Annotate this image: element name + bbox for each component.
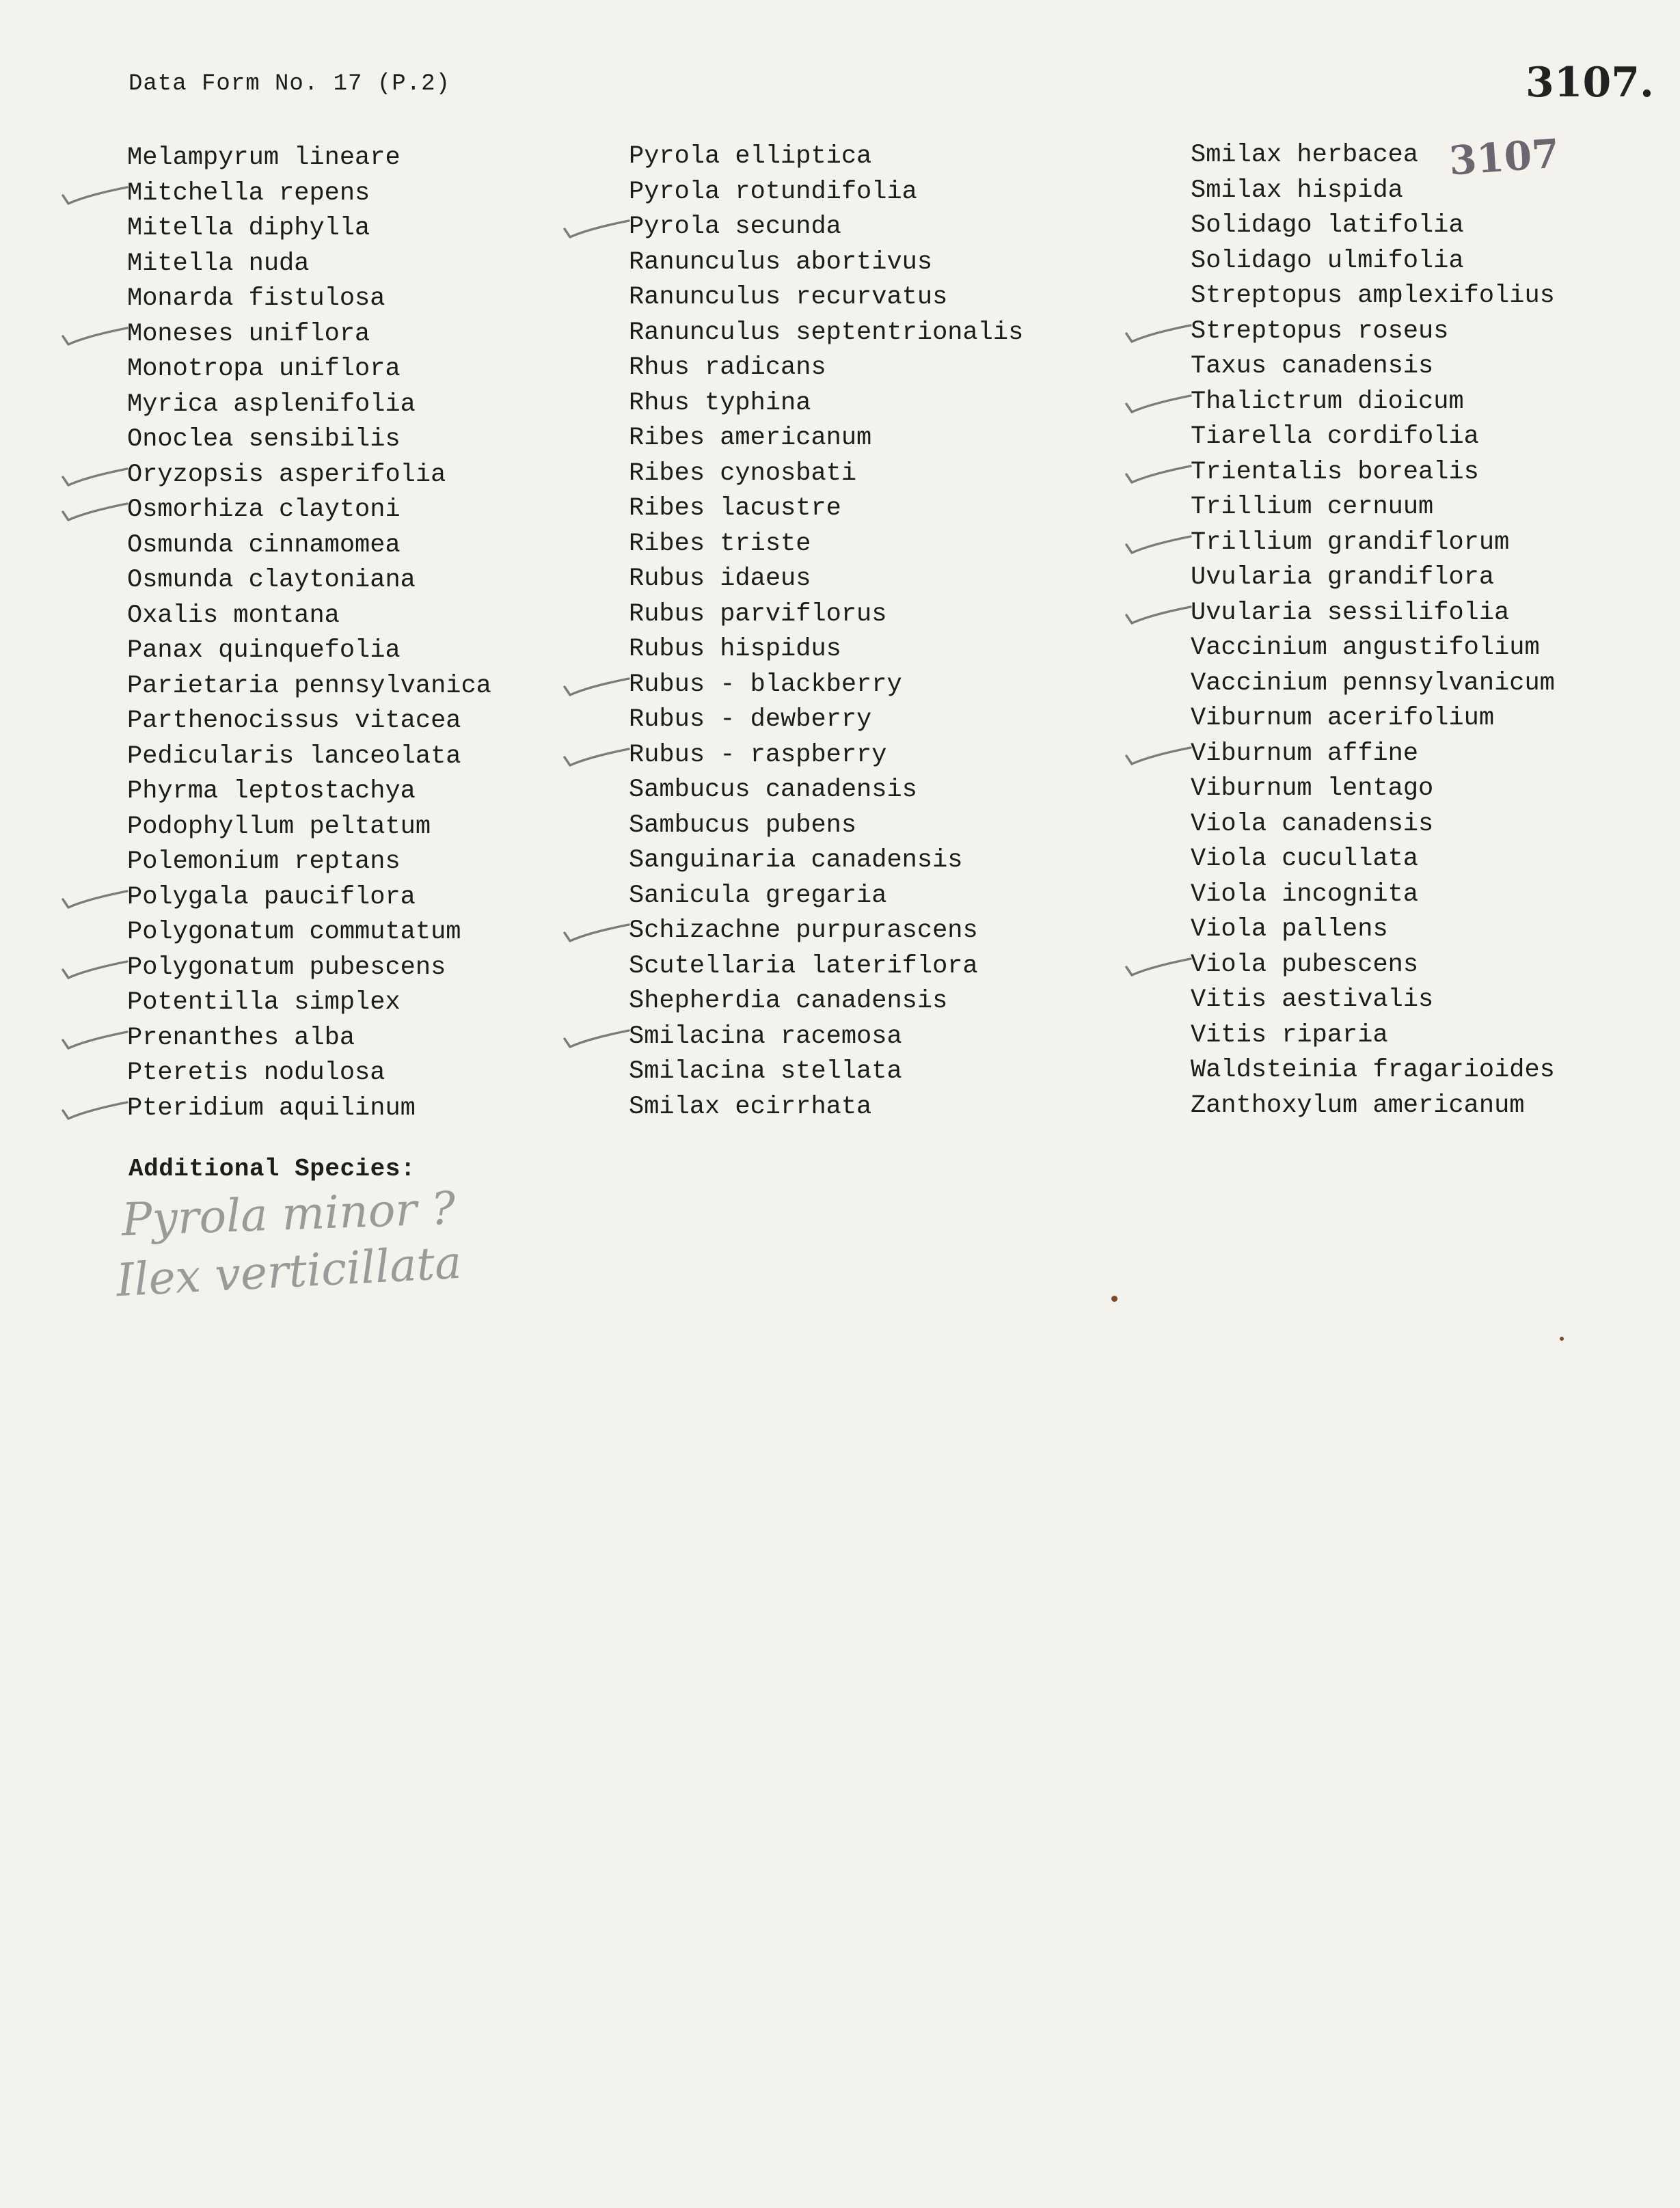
species-item [127,387,491,423]
species-item [629,1054,1023,1090]
species-item [127,1056,491,1091]
species-name: Rubus hispidus [629,635,841,664]
pencil-check-mark-icon [59,1093,130,1126]
species-item [629,245,1023,281]
species-name: Waldsteinia fragarioides [1191,1056,1555,1085]
species-name: Viola incognita [1191,880,1419,909]
species-item [1191,772,1555,807]
species-name: Potentilla simplex [127,988,401,1017]
species-name: Sanicula gregaria [629,881,887,910]
species-name: Oryzopsis asperifolia [127,460,446,489]
species-item [127,985,491,1021]
species-item [629,175,1023,210]
species-name: Pyrola secunda [629,213,841,241]
species-item [127,951,491,986]
species-item [629,386,1023,422]
pencil-check-mark-icon [560,739,632,772]
species-item [1191,244,1555,280]
pencil-check-mark-icon [560,1021,632,1054]
pencil-check-mark-icon [59,459,130,492]
species-item [629,773,1023,808]
species-name: Parietaria pennsylvanica [127,671,491,700]
species-name: Tiarella cordifolia [1191,422,1479,451]
species-name: Streptopus roseus [1191,316,1449,346]
species-column-1 [127,141,491,1126]
species-item [127,739,491,775]
species-name: Mitella nuda [127,249,310,278]
species-item [629,491,1023,527]
species-name: Melampyrum lineare [127,144,401,172]
species-name: Oxalis montana [127,601,340,630]
species-item [629,456,1023,492]
species-name: Rubus idaeus [629,564,811,593]
pencil-check-mark-icon [59,178,130,210]
species-item [1191,877,1555,913]
pencil-check-mark-icon [1122,738,1193,771]
species-name: Viola pallens [1191,915,1388,944]
species-name: Ribes americanum [629,424,872,452]
species-name: Polygonatum commutatum [127,918,461,946]
species-name: Polygala pauciflora [127,882,416,912]
species-name: Thalictrum dioicum [1191,387,1464,416]
species-name: Trillium grandiflorum [1191,528,1510,557]
species-item [127,282,491,317]
species-name: Rubus - blackberry [629,670,902,699]
pencil-check-mark-icon [59,494,130,527]
species-item [127,915,491,951]
species-item [629,949,1023,985]
species-item [127,633,491,669]
species-name: Rhus radicans [629,353,826,382]
species-item [1191,737,1555,772]
species-item [1191,560,1555,596]
species-name: Moneses uniflora [127,319,370,349]
species-name: Vitis aestivalis [1191,985,1434,1014]
species-name: Ribes lacustre [629,494,841,523]
species-name: Uvularia grandiflora [1191,563,1495,592]
species-item [629,808,1023,844]
species-item [127,352,491,387]
species-name: Taxus canadensis [1191,352,1434,381]
species-item [1191,842,1555,877]
species-item [1191,526,1555,561]
species-item [127,176,491,212]
species-name: Smilax ecirrhata [629,1092,872,1121]
species-name: Vaccinium pennsylvanicum [1191,668,1555,698]
species-name: Rhus typhina [629,388,811,418]
species-name: Panax quinquefolia [127,636,401,665]
species-item [1191,420,1555,455]
species-item [1191,385,1555,420]
form-header: Data Form No. 17 (P.2) [128,71,450,97]
species-name: Polygonatum pubescens [127,953,446,982]
species-name: Pyrola elliptica [629,142,872,171]
species-item [629,668,1023,703]
species-name: Smilax hispida [1191,176,1403,205]
species-item [127,1021,491,1057]
species-name: Parthenocissus vitacea [127,707,461,735]
species-item [629,562,1023,597]
species-item [127,599,491,634]
species-item [127,211,491,247]
species-item [629,984,1023,1020]
species-name: Pedicularis lanceolata [127,741,461,771]
species-item [1191,490,1555,526]
species-name: Monotropa uniflora [127,355,401,383]
species-name: Osmunda cinnamomea [127,530,401,560]
pencil-check-mark-icon [1122,597,1193,630]
species-item [127,247,491,282]
species-name: Viburnum lentago [1191,774,1434,803]
handwritten-species-2: Ilex verticillata [115,1236,463,1307]
species-name: Shepherdia canadensis [629,987,948,1016]
species-item [629,316,1023,351]
paper-speck [1111,1296,1117,1302]
species-item [629,843,1023,879]
species-name: Mitella diphylla [127,214,370,243]
species-item [629,632,1023,668]
species-item [127,493,491,528]
species-item [1191,138,1555,174]
species-item [1191,701,1555,737]
species-item [127,1091,491,1127]
species-item [1191,983,1555,1018]
species-item [1191,666,1555,702]
species-name: Rubus - raspberry [629,740,887,769]
pencil-check-mark-icon [59,318,130,351]
pencil-check-mark-icon [59,1022,130,1055]
species-item [127,141,491,176]
species-name: Ranunculus septentrionalis [629,318,1024,347]
species-item [1191,349,1555,385]
species-item [629,597,1023,633]
species-name: Osmunda claytoniana [127,566,416,595]
species-item [127,880,491,916]
pencil-check-mark-icon [560,915,632,948]
species-item [1191,1018,1555,1054]
species-item [1191,596,1555,631]
species-item [127,563,491,599]
species-name: Smilacina racemosa [629,1022,902,1051]
paper-speck [1560,1337,1564,1341]
pencil-check-mark-icon [1122,386,1193,419]
species-name: Monarda fistulosa [127,284,385,313]
species-item [629,914,1023,949]
species-name: Phyrma leptostachya [127,777,416,806]
species-item [629,1090,1023,1126]
species-item [1191,1089,1555,1124]
species-name: Vaccinium angustifolium [1191,633,1540,662]
species-item [127,845,491,880]
species-name: Solidago latifolia [1191,211,1464,240]
species-item [127,704,491,739]
pencil-check-mark-icon [560,669,632,702]
species-item [629,280,1023,316]
species-column-3 [1191,138,1555,1123]
species-item [1191,208,1555,244]
species-item [1191,455,1555,491]
species-name: Onoclea sensibilis [127,425,401,454]
species-name: Pteretis nodulosa [127,1059,385,1087]
pencil-check-mark-icon [59,882,130,914]
species-item [127,774,491,810]
species-item [127,810,491,845]
species-item [629,879,1023,914]
species-name: Streptopus amplexifolius [1191,282,1555,310]
species-column-2 [629,139,1023,1125]
species-item [629,421,1023,456]
species-name: Smilax herbacea [1191,141,1419,169]
species-name: Rubus - dewberry [629,705,872,734]
species-name: Viola cucullata [1191,845,1419,873]
species-item [127,528,491,564]
species-name: Rubus parviflorus [629,599,887,629]
species-name: Myrica asplenifolia [127,390,416,419]
pencil-check-mark-icon [560,211,632,244]
species-name: Sambucus canadensis [629,776,917,804]
species-name: Trillium cernuum [1191,493,1434,521]
species-name: Pyrola rotundifolia [629,177,917,206]
species-name: Prenanthes alba [127,1023,355,1052]
species-item [629,738,1023,774]
species-name: Viburnum acerifolium [1191,704,1495,733]
species-name: Uvularia sessilifolia [1191,598,1510,627]
species-name: Pteridium aquilinum [127,1093,416,1123]
species-item [629,527,1023,562]
species-name: Ranunculus abortivus [629,247,933,277]
species-name: Ribes triste [629,529,811,558]
species-item [1191,314,1555,350]
pencil-check-mark-icon [59,952,130,985]
species-name: Viburnum affine [1191,739,1419,768]
species-item [1191,1053,1555,1089]
species-name: Polemonium reptans [127,847,401,876]
species-item [1191,912,1555,948]
species-name: Mitchella repens [127,178,370,208]
species-name: Osmorhiza claytoni [127,495,401,524]
pencil-check-mark-icon [1122,527,1193,560]
species-name: Podophyllum peltatum [127,812,431,841]
species-name: Vitis riparia [1191,1020,1388,1050]
species-name: Sambucus pubens [629,810,857,840]
species-name: Schizachne purpurascens [629,916,978,945]
species-name: Ribes cynosbati [629,459,857,488]
stamp-number: 3107 [1447,130,1561,185]
pencil-check-mark-icon [1122,949,1193,982]
species-item [127,458,491,493]
species-item [629,139,1023,175]
species-item [127,317,491,353]
species-item [1191,174,1555,209]
pencil-check-mark-icon [1122,456,1193,489]
species-name: Trientalis borealis [1191,457,1479,487]
species-item [127,669,491,705]
species-item [1191,807,1555,843]
species-name: Sanguinaria canadensis [629,846,963,875]
species-item [629,351,1023,386]
species-name: Solidago ulmifolia [1191,246,1464,275]
species-item [629,210,1023,245]
species-name: Viola canadensis [1191,809,1434,839]
species-name: Ranunculus recurvatus [629,283,948,312]
species-name: Smilacina stellata [629,1057,902,1086]
species-name: Scutellaria lateriflora [629,951,978,981]
species-name: Zanthoxylum americanum [1191,1091,1525,1120]
additional-species-label: Additional Species: [128,1155,416,1183]
species-item [1191,279,1555,314]
species-name: Viola pubescens [1191,950,1419,979]
species-item [127,422,491,458]
species-item [629,703,1023,738]
handwritten-species-1: Pyrola minor ? [120,1182,457,1246]
species-item [1191,631,1555,666]
sheet-number: 3107. [1526,59,1654,107]
pencil-check-mark-icon [1122,316,1193,349]
species-item [1191,948,1555,983]
species-item [629,1020,1023,1055]
